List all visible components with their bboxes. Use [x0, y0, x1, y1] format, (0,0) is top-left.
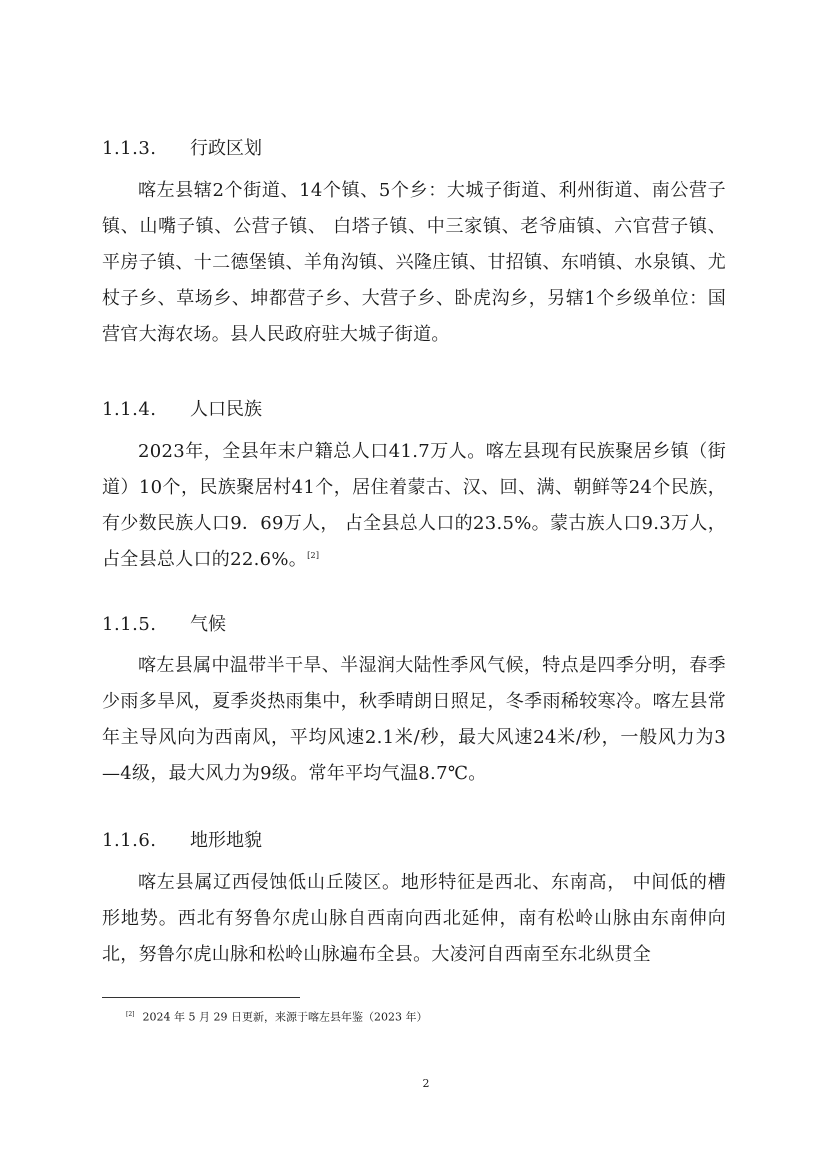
footnote-mark: [2] — [126, 1011, 135, 1018]
section-heading-1-1-3 — [102, 137, 262, 161]
section-heading-1-1-4 — [102, 398, 262, 422]
footnote — [126, 1007, 427, 1026]
footnote-separator — [102, 997, 300, 998]
paragraph-climate: 喀左县属中温带半干旱、半湿润大陆性季风气候，特点是四季分明，春季少雨多旱风，夏季炎热雨集中，秋季晴朗日照足，冬季雨稀较寒冷。喀左县常年主导风向为西南风，平均风速2.1米/秒，最大风速24米/秒，一般风力为3—4级，最大风力为9级。常年平均气温8.7℃。 — [102, 655, 726, 784]
paragraph-administrative-division: 喀左县辖2个街道、14个镇、5个乡：大城子街道、利州街道、南公营子镇、山嘴子镇、公营子镇、 白塔子镇、中三家镇、老爷庙镇、六官营子镇、平房子镇、十二德堡镇、羊角沟镇、兴隆庄镇、甘招镇、东哨镇、水泉镇、尤杖子乡、草场乡、坤都营子乡、大营子乡、卧虎沟乡，另辖1个乡级单位：国营官大海农场。县人民政府驻大城子街道。 — [102, 180, 726, 345]
section-number: 1.1.6. — [102, 830, 157, 851]
paragraph-terrain: 喀左县属辽西侵蚀低山丘陵区。地形特征是西北、东南高， 中间低的槽形地势。西北有努鲁尔虎山脉自西南向西北延伸，南有松岭山脉由东南伸向北，努鲁尔虎山脉和松岭山脉遍布全县。大凌河自西南至东北纵贯全 — [102, 872, 726, 965]
page-number: 2 — [422, 1077, 430, 1090]
section-title: 人口民族 — [190, 399, 262, 420]
section-number: 1.1.4. — [102, 399, 157, 420]
paragraph-text: 2023年，全县年末户籍总人口41.7万人。喀左县现有民族聚居乡镇（街道）10个，民族聚居村41个，居住着蒙古、汉、回、满、朝鲜等24个民族，有少数民族人口9．69万人， 占全县总人口的23.5%。蒙古族人口9.3万人， 占全县总人口的22.6%。 — [102, 441, 726, 570]
section-number: 1.1.3. — [102, 138, 157, 159]
section-heading-1-1-6 — [102, 829, 262, 853]
section-title: 行政区划 — [190, 138, 262, 159]
section-number: 1.1.5. — [102, 614, 157, 635]
section-heading-1-1-5 — [102, 613, 226, 637]
paragraph-population — [102, 434, 726, 578]
footnote-text: 2024 年 5 月 29 日更新，来源于喀左县年鉴（2023 年） — [142, 1010, 428, 1024]
section-title: 气候 — [190, 614, 226, 635]
footnote-reference[interactable]: [2] — [307, 551, 320, 560]
section-title: 地形地貌 — [190, 830, 262, 851]
